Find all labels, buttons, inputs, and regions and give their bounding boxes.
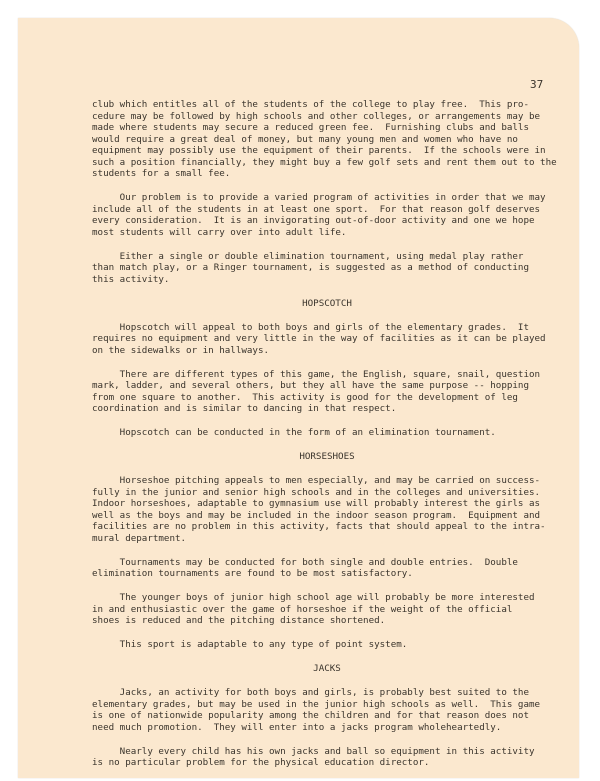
paragraph [92,639,562,651]
text-line: facilities are no problem in this activity, facts that should appeal to the intra- [92,521,546,532]
text-line: Hopscotch will appeal to both boys and girls of the elementary grades. It [92,321,529,333]
section-heading: HOPSCOTCH [302,297,352,309]
text-line: Nearly every child has his own jacks and ball so equipment in this activity [92,745,535,757]
text-line: Horseshoe pitching appeals to men especially, and may be carried on success- [92,475,541,486]
paragraph [92,251,562,286]
text-line: mural department. [92,532,187,544]
text-line: than match play, or a Ringer tournament, is suggested as a method of conducting [92,262,529,273]
paragraph [92,687,562,733]
text-line: fully in the junior and senior high schools and in the colleges and universities. [92,486,541,498]
section-heading: JACKS [313,663,341,674]
text-line: on the sidewalks or in hallways. [92,344,270,356]
paragraph [92,557,562,580]
page-number: 37 [530,78,544,91]
paragraph [92,99,562,180]
text-line: such a position financially, they might buy a few golf sets and rent them out to the [92,156,557,168]
text-line: cedure may be followed by high schools and other colleges, or arrangements may be [92,110,541,122]
text-line: Tournaments may be conducted for both single and double entries. Double [92,556,518,568]
text-line: This sport is adaptable to any type of point system. [92,639,408,650]
text-line: Either a single or double elimination tournament, using medal play rather [92,250,524,262]
paragraph [92,369,562,415]
paragraph [92,475,562,544]
paragraph [92,427,562,439]
text-line: shoes is reduced and the pitching distance shortened. [92,615,386,626]
text-line: Hopscotch can be conducted in the form of an elimination tournament. [92,427,496,438]
text-line: made where students may secure a reduced green fee. Furnishing clubs and balls [92,122,529,133]
text-line: is no particular problem for the physical education director. [92,757,430,768]
text-line: most students will carry over into adult life. [92,226,347,238]
text-line: elimination tournaments are found to be most satisfactory. [92,568,413,579]
text-line: mark, ladder, and several others, but they all have the same purpose -- hopping [92,380,529,391]
document-body [92,99,562,781]
text-line: The younger boys of junior high school age will probably be more interested [92,592,535,603]
text-line: Jacks, an activity for both boys and girls, is probably best suited to the [92,687,529,698]
text-line: every consideration. It is an invigorating out-of-door activity and one we hope [92,215,535,226]
text-line: include all of the students in at least one sport. For that reason golf deserves [92,203,541,215]
text-line: Indoor horseshoes, adaptable to gymnasium use will probably interest the girls as [92,498,541,509]
text-line: equipment may possibly use the equipment of their parents. If the schools were in [92,145,546,156]
text-line: coordination and is similar to dancing in that respect. [92,403,397,414]
text-line: well as the boys and may be included in the indoor season program. Equipment and [92,509,541,521]
text-line: would require a great deal of money, but many young men and women who have no [92,133,518,145]
section-heading: HORSESHOES [299,451,355,462]
paragraph [92,192,562,238]
text-line: There are different types of this game, the English, square, snail, question [92,368,541,380]
paragraph [92,322,562,357]
text-line: in and enthusiastic over the game of horseshoe if the weight of the official [92,603,513,615]
text-line: Our problem is to provide a varied program of activities in order that we may [92,192,546,203]
text-line: requires no equipment and very little in the way of facilities as it can be played [92,333,546,344]
text-line: students for a small fee. [92,168,231,179]
document-page [18,18,579,778]
paragraph [92,592,562,627]
text-line: from one square to another. This activity is good for the development of leg [92,391,518,403]
paragraph [92,746,562,769]
text-line: need much promotion. They will enter into a jacks program wholeheartedly. [92,721,502,733]
text-line: club which entitles all of the students of the college to play free. This pro- [92,99,529,110]
text-line: elementary grades, but may be used in the junior high schools as well. This game [92,698,541,710]
text-line: is one of nationwide popularity among the children and for that reason does not [92,710,529,721]
text-line: this activity. [92,273,170,285]
